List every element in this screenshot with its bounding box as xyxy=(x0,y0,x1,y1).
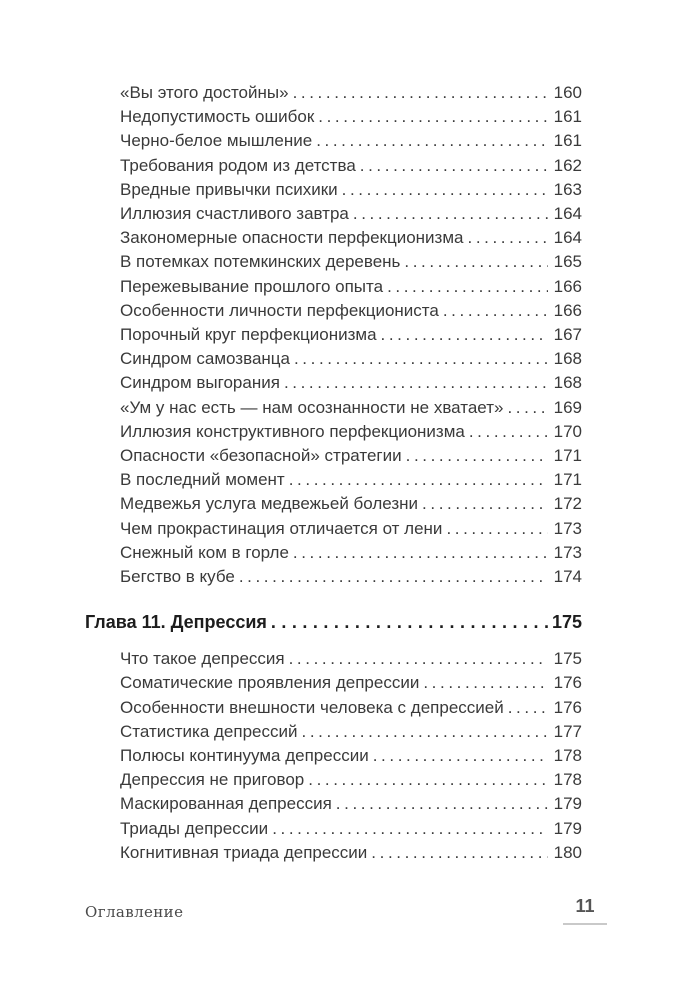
toc-row xyxy=(85,323,582,347)
toc-row xyxy=(85,792,582,816)
toc-entry-page: 176 xyxy=(553,697,582,717)
dot-leader xyxy=(422,492,548,516)
toc-entry-title: Глава 11. Депрессия xyxy=(85,612,267,633)
footer-page-number: 11 xyxy=(563,896,607,925)
dot-leader xyxy=(318,105,548,129)
toc-entry-title: Маскированная депрессия xyxy=(120,794,332,814)
dot-leader xyxy=(293,81,548,105)
dot-leader xyxy=(469,420,548,444)
dot-leader xyxy=(371,841,548,865)
toc-entry-title: Черно-белое мышление xyxy=(120,131,313,151)
toc-entry-page: 166 xyxy=(553,276,582,296)
toc-row xyxy=(85,81,582,105)
toc-chapter-row xyxy=(85,609,582,635)
toc-row xyxy=(85,299,582,323)
toc-entry-title: Требования родом из детства xyxy=(120,155,356,175)
dot-leader xyxy=(289,647,548,671)
toc-row xyxy=(85,541,582,565)
toc-row xyxy=(85,768,582,792)
toc-entry-page: 170 xyxy=(553,421,582,441)
dot-leader xyxy=(336,792,548,816)
toc-entry-title: Порочный круг перфекционизма xyxy=(120,325,377,345)
toc-entry-title: В последний момент xyxy=(120,470,285,490)
dot-leader xyxy=(239,565,548,589)
toc-entry-title: Когнитивная триада депрессии xyxy=(120,842,368,862)
footer-section-label: Оглавление xyxy=(85,903,184,921)
toc-entry-page: 164 xyxy=(553,204,582,224)
toc-entry-page: 161 xyxy=(553,131,582,151)
toc-entry-page: 171 xyxy=(553,446,582,466)
toc-row xyxy=(85,129,582,153)
toc-entry-title: Статистика депрессий xyxy=(120,721,298,741)
toc-entry-title: «Ум у нас есть — нам осознанности не хватает» xyxy=(120,397,504,417)
toc-entry-title: Синдром самозванца xyxy=(120,349,290,369)
toc-entry-title: Бегство в кубе xyxy=(120,567,235,587)
toc-entry-page: 169 xyxy=(553,397,582,417)
toc-entry-page: 180 xyxy=(553,842,582,862)
dot-leader xyxy=(446,517,548,541)
toc-entry-page: 171 xyxy=(553,470,582,490)
toc-entry-page: 173 xyxy=(553,542,582,562)
dot-leader xyxy=(342,178,548,202)
dot-leader xyxy=(271,609,548,635)
dot-leader xyxy=(294,347,548,371)
toc-entry-page: 178 xyxy=(553,746,582,766)
dot-leader xyxy=(302,720,549,744)
dot-leader xyxy=(293,541,548,565)
toc-entry-title: Опасности «безопасной» стратегии xyxy=(120,446,402,466)
toc-entry-title: Иллюзия счастливого завтра xyxy=(120,204,349,224)
toc-row xyxy=(85,250,582,274)
toc-entry-page: 160 xyxy=(553,83,582,102)
toc-row xyxy=(85,647,582,671)
dot-leader xyxy=(404,250,548,274)
dot-leader xyxy=(507,396,548,420)
toc-entry-title: Полюсы континуума депрессии xyxy=(120,746,369,766)
toc-entry-title: В потемках потемкинских деревень xyxy=(120,252,401,272)
dot-leader xyxy=(284,371,548,395)
dot-leader xyxy=(423,671,548,695)
dot-leader xyxy=(289,468,548,492)
toc-entry-title: Депрессия не приговор xyxy=(120,770,305,790)
toc-entry-page: 162 xyxy=(553,155,582,175)
toc-entry-title: Иллюзия конструктивного перфекционизма xyxy=(120,421,465,441)
toc-entry-page: 177 xyxy=(553,721,582,741)
toc-entry-title: Что такое депрессия xyxy=(120,649,285,669)
toc-entry-title: Снежный ком в горле xyxy=(120,542,289,562)
dot-leader xyxy=(508,696,548,720)
toc-row xyxy=(85,841,582,865)
toc-entry-title: Особенности внешности человека с депрессией xyxy=(120,697,504,717)
toc-entry-title: Соматические проявления депрессии xyxy=(120,673,420,693)
toc-row xyxy=(85,671,582,695)
dot-leader xyxy=(406,444,548,468)
toc-entry-title: Особенности личности перфекциониста xyxy=(120,300,439,320)
dot-leader xyxy=(373,744,548,768)
toc-row xyxy=(85,744,582,768)
dot-leader xyxy=(443,299,548,323)
toc-entry-page: 175 xyxy=(553,649,582,669)
toc-row xyxy=(85,468,582,492)
toc-row xyxy=(85,517,582,541)
toc-row xyxy=(85,178,582,202)
toc-row xyxy=(85,202,582,226)
toc-row xyxy=(85,371,582,395)
dot-leader xyxy=(381,323,548,347)
toc-entry-title: Пережевывание прошлого опыта xyxy=(120,276,384,296)
dot-leader xyxy=(308,768,548,792)
toc-row xyxy=(85,444,582,468)
dot-leader xyxy=(272,817,548,841)
toc-row xyxy=(85,105,582,129)
dot-leader xyxy=(387,275,548,299)
toc-entry-page: 165 xyxy=(553,252,582,272)
toc-row xyxy=(85,396,582,420)
toc-entry-page: 167 xyxy=(553,325,582,345)
toc-entry-title: Медвежья услуга медвежьей болезни xyxy=(120,494,419,514)
toc-row xyxy=(85,420,582,444)
toc-entry-page: 175 xyxy=(551,612,582,633)
toc-entry-title: Чем прокрастинация отличается от лени xyxy=(120,518,443,538)
toc-entry-page: 168 xyxy=(553,349,582,369)
toc-entry-page: 179 xyxy=(553,794,582,814)
toc-entry-page: 173 xyxy=(553,518,582,538)
toc-row xyxy=(85,226,582,250)
toc-entry-page: 176 xyxy=(553,673,582,693)
toc-row xyxy=(85,347,582,371)
toc-row xyxy=(85,565,582,589)
toc-row xyxy=(85,696,582,720)
table-of-contents xyxy=(85,81,582,865)
toc-entry-page: 174 xyxy=(553,567,582,587)
toc-entry-title: Триады депрессии xyxy=(120,818,269,838)
toc-entry-title: Вредные привычки психики xyxy=(120,179,338,199)
dot-leader xyxy=(360,154,548,178)
dot-leader xyxy=(353,202,548,226)
toc-row xyxy=(85,720,582,744)
toc-row xyxy=(85,275,582,299)
toc-entry-title: Недопустимость ошибок xyxy=(120,107,315,127)
toc-entry-title: Синдром выгорания xyxy=(120,373,280,393)
dot-leader xyxy=(468,226,549,250)
toc-row xyxy=(85,817,582,841)
toc-row xyxy=(85,154,582,178)
toc-entry-page: 164 xyxy=(553,228,582,248)
toc-entry-page: 168 xyxy=(553,373,582,393)
toc-entry-page: 163 xyxy=(553,179,582,199)
toc-entry-page: 166 xyxy=(553,300,582,320)
toc-entry-page: 161 xyxy=(553,107,582,127)
toc-row xyxy=(85,492,582,516)
dot-leader xyxy=(316,129,548,153)
toc-entry-page: 178 xyxy=(553,770,582,790)
toc-entry-title: Закономерные опасности перфекционизма xyxy=(120,228,464,248)
toc-entry-page: 179 xyxy=(553,818,582,838)
toc-entry-page: 172 xyxy=(553,494,582,514)
toc-entry-title: «Вы этого достойны» xyxy=(120,83,289,102)
